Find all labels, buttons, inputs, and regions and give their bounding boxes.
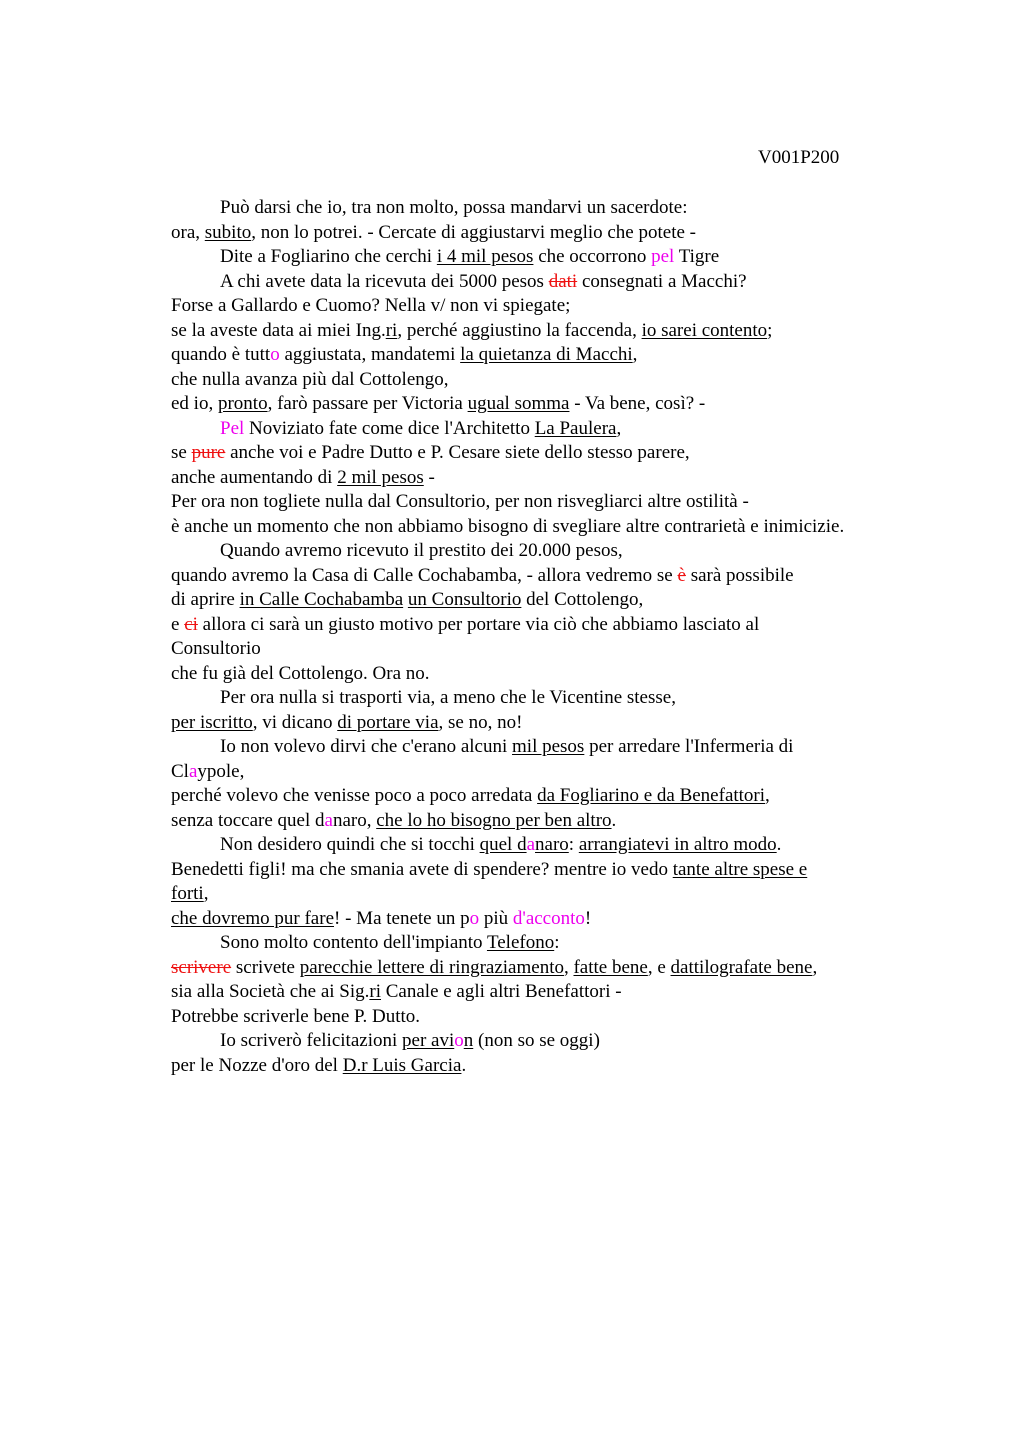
- text-segment: sia alla Società che ai Sig.: [171, 981, 370, 1002]
- text-segment: , perché aggiustino la faccenda,: [397, 319, 642, 341]
- text-segment: che nulla avanza più dal Cottolengo,: [171, 368, 449, 390]
- underlined-text: di portare via: [337, 711, 439, 733]
- text-segment: Potrebbe scriverle bene P. Dutto.: [171, 1005, 421, 1027]
- text-segment: se la aveste data ai miei Ing.: [171, 319, 386, 341]
- text-segment: Forse a Gallardo e Cuomo? Nella v/ non vi spiegate;: [171, 295, 571, 316]
- text-line: [171, 490, 911, 515]
- text-segment: Sono molto contento dell'impianto: [220, 932, 487, 953]
- text-line: [171, 515, 911, 540]
- text-segment: ,: [632, 344, 638, 365]
- text-segment: per arredare l'Infermeria di: [584, 736, 794, 757]
- magenta-correction: o: [270, 344, 280, 365]
- text-segment: che fu già del Cottolengo. Ora no.: [171, 662, 430, 684]
- text-segment: di aprire: [171, 589, 240, 610]
- text-segment: .: [611, 809, 617, 831]
- text-segment: senza toccare quel d: [171, 809, 325, 831]
- text-line: [171, 956, 911, 981]
- text-segment: Dite a Fogliarino che cerchi: [220, 246, 437, 267]
- text-segment: consegnati a Macchi?: [577, 270, 747, 292]
- text-segment: sarà possibile: [685, 564, 794, 586]
- struck-out-text: è: [677, 564, 686, 586]
- magenta-correction: a: [188, 760, 198, 782]
- text-segment: ,: [616, 417, 622, 439]
- text-segment: -: [423, 466, 435, 488]
- text-line: [171, 980, 911, 1005]
- text-line: [171, 343, 911, 368]
- text-line: [171, 882, 911, 907]
- text-segment: , se no, no!: [438, 711, 523, 733]
- text-segment: ,: [812, 956, 818, 978]
- underlined-text: dattilografate bene: [670, 956, 813, 978]
- text-line: [171, 196, 911, 221]
- text-segment: ora,: [171, 221, 205, 243]
- underlined-text: ri: [369, 981, 381, 1002]
- text-segment: Benedetti figli! ma che smania avete di spendere? mentre io vedo: [171, 858, 673, 880]
- text-line: [171, 1054, 911, 1079]
- text-segment: Canale e agli altri Benefattori -: [381, 981, 622, 1002]
- underlined-text: 2 mil pesos: [337, 466, 424, 488]
- text-line: [171, 294, 911, 319]
- underlined-text: che lo ho bisogno per ben altro: [376, 809, 612, 831]
- text-segment: Io scriverò felicitazioni: [220, 1030, 403, 1051]
- underlined-text: arrangiatevi in altro modo: [578, 834, 777, 855]
- underlined-text: i 4 mil pesos: [436, 246, 534, 267]
- underlined-text: mil pesos: [512, 736, 585, 757]
- underlined-text: io sarei contento: [641, 319, 768, 341]
- text-segment: Quando avremo ricevuto il prestito dei 20.000 pesos,: [220, 540, 623, 561]
- struck-out-text: scrivere: [171, 956, 232, 978]
- text-line: [171, 784, 911, 809]
- underlined-text: parecchie lettere di ringraziamento: [299, 956, 564, 978]
- text-segment: - Va bene, così? -: [569, 393, 706, 414]
- underlined-text: n: [463, 1030, 474, 1051]
- text-line: [171, 441, 911, 466]
- text-segment: naro,: [332, 809, 377, 831]
- text-line: [171, 1005, 911, 1030]
- text-line: [171, 539, 911, 564]
- text-segment: , e: [647, 956, 671, 978]
- text-segment: Per ora nulla si trasporti via, a meno che le Vicentine stesse,: [220, 687, 676, 708]
- text-segment: A chi avete data la ricevuta dei 5000 pesos: [220, 270, 549, 292]
- text-line: [171, 760, 911, 785]
- text-segment: :: [568, 834, 579, 855]
- underlined-text: un Consultorio: [407, 589, 522, 610]
- text-line: [171, 637, 911, 662]
- struck-out-text: dati: [548, 270, 578, 292]
- text-segment: anche voi e Padre Dutto e P. Cesare siete dello stesso parere,: [225, 442, 690, 463]
- text-line: [171, 270, 911, 295]
- text-segment: Non desidero quindi che si tocchi: [220, 834, 480, 855]
- magenta-correction: o: [454, 1030, 464, 1051]
- text-segment: Io non volevo dirvi che c'erano alcuni: [220, 736, 513, 757]
- text-segment: Noviziato fate come dice l'Architetto: [244, 417, 535, 439]
- text-segment: se: [171, 442, 192, 463]
- letter-body: [171, 196, 911, 1078]
- underlined-text: D.r Luis Garcia: [342, 1054, 462, 1076]
- text-line: [171, 392, 911, 417]
- text-segment: ,: [203, 883, 209, 904]
- magenta-correction: d'acconto: [512, 907, 585, 929]
- text-line: [171, 221, 911, 246]
- text-line: [171, 809, 911, 834]
- text-line: [171, 662, 911, 687]
- text-segment: ;: [767, 319, 773, 341]
- text-line: [171, 858, 911, 883]
- underlined-text: quel d: [479, 834, 527, 855]
- text-segment: Cl: [171, 760, 189, 782]
- struck-out-text: pure: [191, 442, 226, 463]
- magenta-correction: o: [469, 907, 480, 929]
- text-segment: allora ci sarà un giusto motivo per portare via ciò che abbiamo lasciato al: [197, 613, 760, 635]
- text-line: [171, 319, 911, 344]
- text-segment: ,: [563, 956, 574, 978]
- text-line: [171, 368, 911, 393]
- text-segment: ypole,: [197, 760, 245, 782]
- text-segment: quando avremo la Casa di Calle Cochabamba, - allora vedremo se: [171, 564, 678, 586]
- text-segment: per le Nozze d'oro del: [171, 1054, 343, 1076]
- underlined-text: naro: [535, 834, 569, 855]
- text-segment: ,: [765, 785, 770, 806]
- text-segment: :: [554, 932, 560, 953]
- text-line: [171, 613, 911, 638]
- underlined-text: pronto: [217, 393, 268, 414]
- text-segment: e: [171, 613, 185, 635]
- text-segment: Consultorio: [171, 638, 261, 659]
- text-segment: più: [479, 907, 513, 929]
- text-segment: quando è tutt: [171, 344, 271, 365]
- text-segment: .: [776, 834, 782, 855]
- underlined-text: la quietanza di Macchi: [460, 344, 633, 365]
- text-segment: che occorrono: [533, 246, 652, 267]
- text-line: [171, 931, 911, 956]
- text-segment: Per ora non togliete nulla dal Consultorio, per non risvegliarci altre ostilità -: [171, 491, 749, 512]
- text-segment: è anche un momento che non abbiamo bisogno di svegliare altre contrarietà e inimicizie.: [171, 515, 845, 537]
- underlined-text: che dovremo pur fare: [171, 907, 335, 929]
- text-line: [171, 245, 911, 270]
- underlined-text: fatte bene: [573, 956, 648, 978]
- page-identifier: V001P200: [758, 147, 840, 168]
- text-segment: aggiustata, mandatemi: [279, 344, 461, 365]
- text-segment: , non lo potrei. - Cercate di aggiustarvi meglio che potete -: [251, 221, 696, 243]
- underlined-text: subito: [204, 221, 252, 243]
- underlined-text: forti: [171, 883, 204, 904]
- text-line: [171, 417, 911, 442]
- text-segment: scrivete: [231, 956, 300, 978]
- text-segment: Può darsi che io, tra non molto, possa mandarvi un sacerdote:: [220, 197, 688, 218]
- underlined-text: ugual somma: [467, 393, 570, 414]
- text-line: [171, 735, 911, 760]
- struck-out-text: ci: [184, 613, 198, 635]
- text-segment: !: [584, 907, 592, 929]
- magenta-correction: a: [324, 809, 333, 831]
- text-segment: , farò passare per Victoria: [267, 393, 468, 414]
- underlined-text: da Fogliarino e da Benefattori: [537, 785, 766, 806]
- text-line: [171, 588, 911, 613]
- underlined-text: tante altre spese e: [672, 858, 808, 880]
- text-segment: del Cottolengo,: [521, 589, 644, 610]
- text-segment: , vi dicano: [252, 711, 338, 733]
- text-line: [171, 466, 911, 491]
- text-segment: (non so se oggi): [473, 1030, 600, 1051]
- underlined-text: ri: [385, 319, 398, 341]
- text-line: [171, 564, 911, 589]
- text-segment: anche aumentando di: [171, 466, 338, 488]
- text-segment: ed io,: [171, 393, 218, 414]
- text-segment: ! - Ma tenete un p: [334, 907, 470, 929]
- underlined-text: in Calle Cochabamba: [239, 589, 404, 610]
- magenta-correction: Pel: [220, 417, 245, 439]
- magenta-correction: a: [526, 834, 536, 855]
- underlined-text: per iscritto: [171, 711, 253, 733]
- text-line: [171, 686, 911, 711]
- text-line: [171, 1029, 911, 1054]
- text-line: [171, 907, 911, 932]
- text-segment: .: [461, 1054, 467, 1076]
- underlined-text: Telefono: [486, 932, 555, 953]
- underlined-text: La Paulera: [534, 417, 617, 439]
- text-segment: perché volevo che venisse poco a poco arredata: [171, 785, 538, 806]
- text-line: [171, 833, 911, 858]
- underlined-text: per avi: [402, 1030, 455, 1051]
- text-line: [171, 711, 911, 736]
- text-segment: Tigre: [674, 246, 720, 267]
- magenta-correction: pel: [651, 246, 675, 267]
